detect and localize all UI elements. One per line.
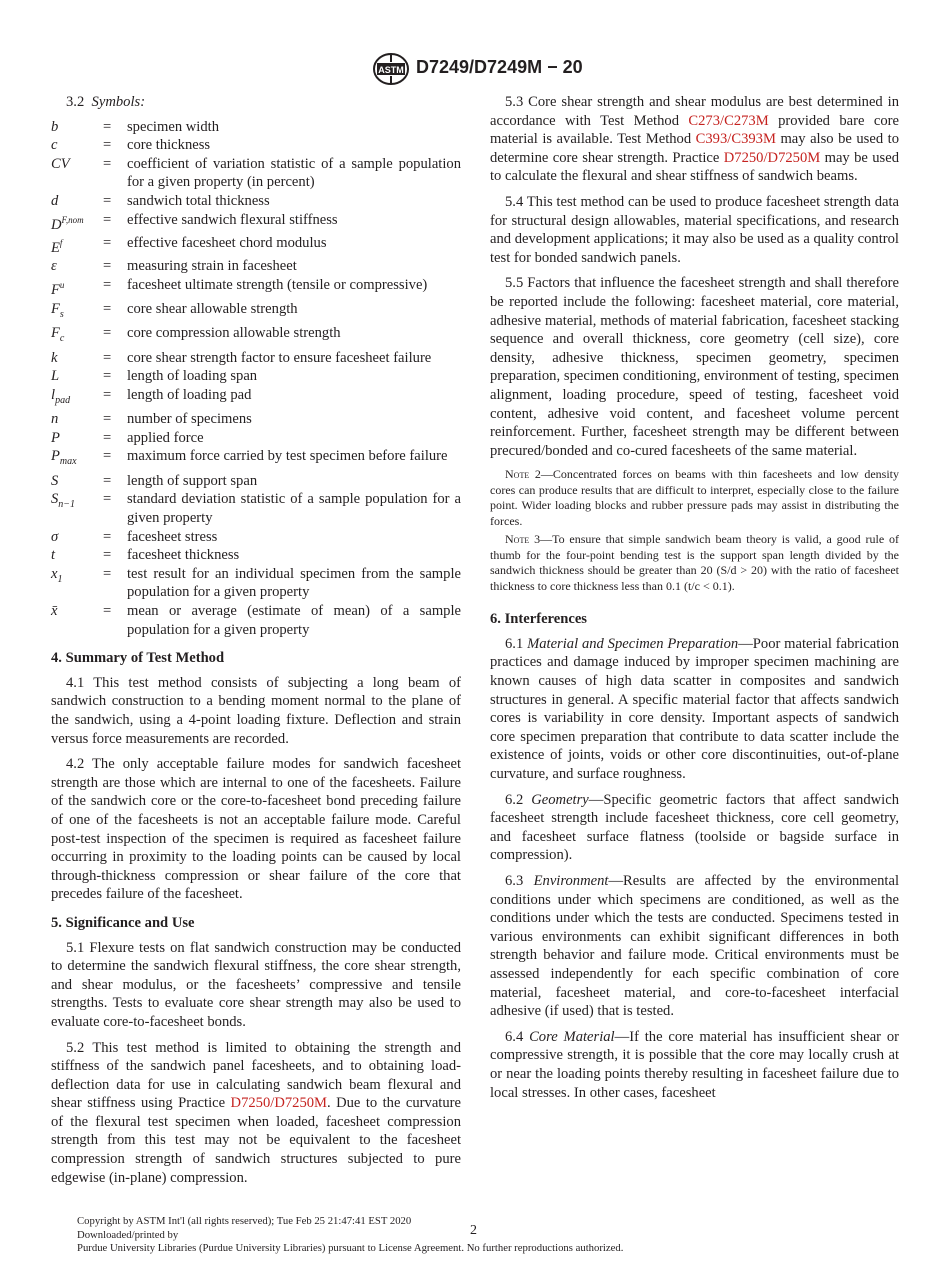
page-header <box>0 52 950 88</box>
equals-sign: = <box>103 300 112 317</box>
equals-sign: = <box>103 118 112 135</box>
equals-sign: = <box>103 211 112 228</box>
symbol-row <box>51 565 461 602</box>
symbol: $S_{n-1}$ <box>51 491 76 511</box>
equals-sign: = <box>103 325 112 342</box>
astm-logo-icon <box>372 52 410 86</box>
paragraph-4-2: 4.2 The only acceptable failure modes for sandwich facesheet strength are those which are internal to one of the facesheets. Failure of the sandwich core or the core-to-facesheet bond preceding failure of one of the facesheets is not an acceptable failure mode. Careful post-test inspection of the specimen is required as facesheet failure occurring in proximity to the loading points can be caused by local through-thickness compression or shear failure of the core that precedes failure of the facesheet. <box>51 756 461 903</box>
equals-sign: = <box>103 386 112 403</box>
symbol: k <box>51 349 58 366</box>
equals-sign: = <box>103 137 112 154</box>
equals-sign: = <box>103 472 112 489</box>
page-footer <box>77 1215 877 1256</box>
symbol-row <box>51 300 461 325</box>
symbol-row <box>51 155 461 192</box>
symbol-row <box>51 602 461 639</box>
symbol: $x_1$ <box>51 565 63 585</box>
symbol-row <box>51 386 461 411</box>
symbol-row <box>51 447 461 472</box>
symbol: σ <box>51 528 59 545</box>
symbol-row <box>51 234 461 257</box>
reference-link-d7250[interactable]: D7250/D7250M <box>230 1095 328 1112</box>
paragraph-5-2: 5.2 This test method is limited to obtaining the strength and stiffness of the sandwich panel facesheets, and to obtaining load-deflection data for use in calculating sandwich beam flexural and shear stiffness using Practice D7250/D7250M. Due to the curvature of the flexural test specimen when loaded, facesheet compression strength from this test may not be equivalent to the facesheet compression strength of sandwich structures subjected to pure edgewise (in-plane) compression. <box>51 1039 461 1186</box>
paragraph-6-3: 6.3 Environment—Results are affected by the environmental conditions under which specimens are conditioned, as well as the conditions under which the tests are conducted. Specimens tested in various environments can exhibit significant differences in both strength behavior and failure mode. Critical environments must be assessed independently for each specific combination of core material, facesheet material, and core-to-facesheet interfacial adhesive (if used) that is tested. <box>490 873 900 1020</box>
symbol-description: sandwich total thickness <box>127 192 270 209</box>
left-column <box>51 93 461 1194</box>
equals-sign: = <box>103 155 112 172</box>
symbol: t <box>51 547 56 564</box>
symbol-row <box>51 367 461 386</box>
symbol-row <box>51 349 461 368</box>
symbol: $D^{F,nom}$ <box>51 214 84 233</box>
paragraph-5-5: 5.5 Factors that influence the facesheet strength and shall therefore be reported include the following: facesheet material, core material, adhesive material, methods of material fabrication, facesheet stacking sequence and overall thickness, core geometry (cell size), core density, adhesive thickness, specimen geometry, specimen preparation, specimen conditioning, environment of testing, specimen alignment, loading procedure, speed of testing, facesheet void content, adhesive void content, and facesheet volume percent reinforcement. Further, facesheet strength may be different between precured/bonded and co-cured facesheets of the same material. <box>490 275 899 459</box>
symbol: ε <box>51 258 57 275</box>
paragraph-4-1: 4.1 This test method consists of subjecting a long beam of sandwich construction to a bending moment normal to the plane of the sandwich, using a 4-point loading fixture. Deflection and strain versus force measurements are recorded. <box>51 674 461 747</box>
equals-sign: = <box>103 491 112 508</box>
equals-sign: = <box>103 565 112 582</box>
symbol-description: core thickness <box>127 137 211 154</box>
symbol-description: applied force <box>127 429 204 446</box>
symbol: $F^u$ <box>51 280 65 298</box>
symbol: c <box>51 137 58 154</box>
symbol-description: effective facesheet chord modulus <box>127 235 327 252</box>
equals-sign: = <box>103 349 112 366</box>
symbol-description: length of support span <box>127 472 258 489</box>
symbol-description: standard deviation statistic of a sample population for a given property <box>127 491 461 527</box>
right-column <box>490 93 899 1109</box>
symbol-description: facesheet stress <box>127 528 218 545</box>
symbols-heading: 3.2 Symbols: <box>66 94 146 110</box>
paragraph-6-1: 6.1 Material and Specimen Preparation—Poor material fabrication practices and damage induced by improper specimen machining are known causes of high data scatter in composites and sandwich structures in general. A specific material factor that affects sandwich cores is variability in core density. Important aspects of sandwich core specimen preparation that contribute to data scatter include the existence of joints, voids or other core discontinuities, out-of-plane curvature, and surface roughness. <box>490 635 899 783</box>
paragraph-5-1: 5.1 Flexure tests on flat sandwich construction may be conducted to determine the sandwich flexural stiffness, the core shear strength, and shear modulus, or the facesheets’ compressive and tensile strengths. Tests to evaluate core shear strength may also be used to evaluate core-to-facesheet bonds. <box>51 939 461 1030</box>
symbol: n <box>51 411 59 428</box>
footer-copyright: Copyright by ASTM Int'l (all rights reserved); Tue Feb 25 21:47:41 EST 2020 <box>77 1215 412 1227</box>
equals-sign: = <box>103 258 112 275</box>
symbol: $F_s$ <box>51 300 64 320</box>
symbol: $l_{pad}$ <box>51 386 71 406</box>
symbol-description: effective sandwich flexural stiffness <box>127 211 338 228</box>
symbol: L <box>51 368 60 385</box>
section-5-heading: 5. Significance and Use <box>51 914 195 931</box>
symbol-row <box>51 276 461 299</box>
symbol-row <box>51 192 461 211</box>
symbol-description: test result for an individual specimen from the sample population for a given property <box>127 565 461 601</box>
symbol-description: maximum force carried by test specimen before failure <box>127 448 448 465</box>
symbol: b <box>51 118 59 135</box>
paragraph-5-4: 5.4 This test method can be used to produce facesheet strength data for structural design allowables, material specifications, and research and development applications; it may also be used as a quality control test for bonded sandwich panels. <box>490 193 899 266</box>
symbol: x̄ <box>51 603 58 620</box>
paragraph-5-3: 5.3 Core shear strength and shear modulus are best determined in accordance with Test Method C273/C273M provided bare core material is available. Test Method C393/C393M may also be used to determine core shear strength. Practice D7250/D7250M may be used to calculate the flexural and shear stiffness of sandwich beams. <box>490 94 899 185</box>
symbol-row <box>51 324 461 349</box>
symbol: P <box>51 429 60 446</box>
reference-link-d7250[interactable]: D7250/D7250M <box>723 149 821 166</box>
symbol: $F_c$ <box>51 325 65 344</box>
symbol-description: specimen width <box>127 118 220 135</box>
symbol-description: measuring strain in facesheet <box>127 258 297 275</box>
paragraph-6-4: 6.4 Core Material—If the core material has insufficient shear or compressive strength, it is possible that the core may locally crush at or near the loading points thereby resulting in facesheet failure due to local stresses. In other cases, facesheet <box>490 1028 900 1101</box>
symbols-list <box>51 118 461 640</box>
symbol: $E^f$ <box>51 238 63 256</box>
symbol-row <box>51 546 461 565</box>
symbol-row <box>51 257 461 276</box>
symbol-description: number of specimens <box>127 411 252 428</box>
symbol-description: facesheet thickness <box>127 547 240 564</box>
symbol-description: core shear allowable strength <box>127 300 298 317</box>
reference-link-c393[interactable]: C393/C393M <box>695 131 776 148</box>
equals-sign: = <box>103 277 112 294</box>
equals-sign: = <box>103 411 112 428</box>
note-2: Note 2—Concentrated forces on beams with thin facesheets and low density cores can produce results that are difficult to interpret, especially close to the failure point. Wider loading blocks and rubber pressure pads may assist in distributing the forces. <box>490 467 899 528</box>
equals-sign: = <box>103 448 112 465</box>
page-number: 2 <box>470 1223 477 1238</box>
symbol-description: coefficient of variation statistic of a sample population for a given property (in percent) <box>127 155 461 191</box>
symbol-description: mean or average (estimate of mean) of a sample population for a given property <box>127 603 461 638</box>
symbol-row <box>51 490 461 527</box>
symbol-row <box>51 136 461 155</box>
symbol-description: core compression allowable strength <box>127 325 341 342</box>
symbol: $P_{max}$ <box>51 448 77 468</box>
symbol-row <box>51 472 461 491</box>
reference-link-c273[interactable]: C273/C273M <box>688 112 769 129</box>
symbol-description: core shear strength factor to ensure facesheet failure <box>127 349 432 366</box>
equals-sign: = <box>103 547 112 564</box>
equals-sign: = <box>103 429 112 446</box>
footer-license: Purdue University Libraries (Purdue University Libraries) pursuant to License Agreement. No further reproductions authorized. <box>77 1242 624 1254</box>
symbol-description: length of loading span <box>127 368 258 385</box>
footer-downloaded: Downloaded/printed by <box>77 1228 179 1241</box>
symbol: CV <box>51 155 70 172</box>
symbol-row <box>51 118 461 137</box>
equals-sign: = <box>103 368 112 385</box>
symbol-description: length of loading pad <box>127 386 252 403</box>
symbol-row <box>51 528 461 547</box>
symbol-row <box>51 429 461 448</box>
paragraph-6-2: 6.2 Geometry—Specific geometric factors that affect sandwich facesheet strength include facesheet thickness, core cell geometry, and facesheet surface flatness (toolside or bagside surface in compression). <box>490 791 899 864</box>
document-designation: D7249/D7249M − 20 <box>416 57 583 77</box>
section-6-heading: 6. Interferences <box>490 611 587 628</box>
equals-sign: = <box>103 528 112 545</box>
equals-sign: = <box>103 603 112 620</box>
note-3: Note 3—To ensure that simple sandwich beam theory is valid, a good rule of thumb for the four-point bending test is the support span length divided by the sandwich thickness should be greater than 20 (S/d > 20) with the ratio of facesheet thickness to core thickness less than 0.1 (t/c < 0.1). <box>490 532 900 593</box>
equals-sign: = <box>103 192 112 209</box>
symbol: S <box>51 472 59 489</box>
section-4-heading: 4. Summary of Test Method <box>51 650 225 667</box>
svg-text:ASTM: ASTM <box>378 65 404 75</box>
symbol-row <box>51 211 461 234</box>
symbol-row <box>51 410 461 429</box>
equals-sign: = <box>103 235 112 252</box>
symbol: d <box>51 192 59 209</box>
symbol-description: facesheet ultimate strength (tensile or compressive) <box>127 277 428 294</box>
